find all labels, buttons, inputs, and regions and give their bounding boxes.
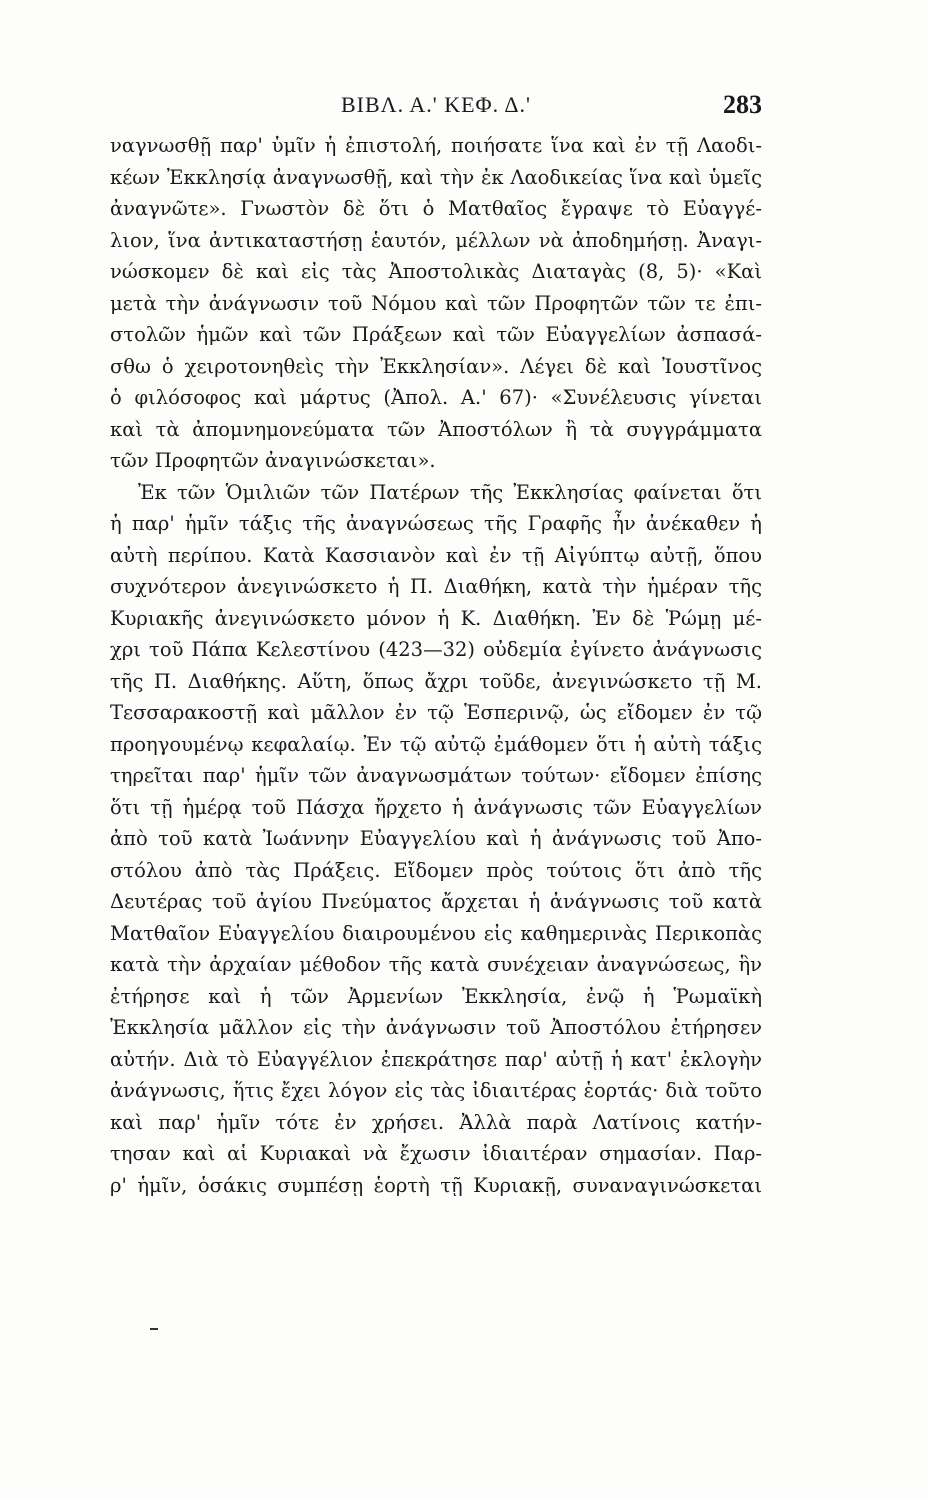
text-line: χρι τοῦ Πάπα Κελεστίνου (423—32) οὐδεμία ἐγίνετο ἀνάγνωσις [110, 638, 762, 661]
text-line: Ἐκκλησία μᾶλλον εἰς τὴν ἀνάγνωσιν τοῦ Ἀποστόλου ἐτήρησεν [110, 1016, 762, 1039]
text-line: τηρεῖται παρ' ἡμῖν τῶν ἀναγνωσμάτων τούτων· εἴδομεν ἐπίσης [110, 764, 762, 787]
text-line: στόλου ἀπὸ τὰς Πράξεις. Εἴδομεν πρὸς τούτοις ὅτι ἀπὸ τῆς [110, 858, 762, 882]
print-mark [150, 1328, 158, 1330]
text-line: καὶ τὰ ἀπομνημονεύματα τῶν Ἀποστόλων ἢ τὰ συγγράμματα [110, 417, 762, 441]
text-line: μετὰ τὴν ἀνάγνωσιν τοῦ Νόμου καὶ τῶν Προφητῶν τῶν τε ἐπι- [110, 291, 762, 315]
text-line: ἀπὸ τοῦ κατὰ Ἰωάννην Εὐαγγελίου καὶ ἡ ἀνάγνωσις τοῦ Ἀπο- [110, 827, 762, 850]
text-line: λιον, ἵνα ἀντικαταστήσῃ ἑαυτόν, μέλλων νὰ ἀποδημήσῃ. Ἀναγι- [110, 228, 762, 252]
text-line: συχνότερον ἀνεγινώσκετο ἡ Π. Διαθήκη, κατὰ τὴν ἡμέραν τῆς [110, 575, 762, 598]
text-line: κατὰ τὴν ἀρχαίαν μέθοδον τῆς κατὰ συνέχειαν ἀναγνώσεως, ἣν [110, 953, 762, 976]
running-head [110, 92, 762, 126]
text-line: σθω ὁ χειροτονηθεὶς τὴν Ἐκκλησίαν». Λέγει δὲ καὶ Ἰουστῖνος [110, 354, 762, 378]
text-line: στολῶν ἡμῶν καὶ τῶν Πράξεων καὶ τῶν Εὐαγγελίων ἀσπασά- [110, 323, 762, 346]
text-line: ὁ φιλόσοφος καὶ μάρτυς (Ἀπολ. Α.' 67)· «Συνέλευσις γίνεται [110, 386, 762, 409]
text-line: αὐτήν. Διὰ τὸ Εὐαγγέλιον ἐπεκράτησε παρ' αὐτῇ ἡ κατ' ἐκλογὴν [110, 1047, 762, 1071]
text-line: Κυριακῆς ἀνεγινώσκετο μόνον ἡ Κ. Διαθήκη. Ἐν δὲ Ῥώμῃ μέ- [110, 606, 762, 630]
text-line: καὶ παρ' ἡμῖν τότε ἐν χρήσει. Ἀλλὰ παρὰ Λατίνοις κατήν- [110, 1110, 762, 1134]
text-line: ἐτήρησε καὶ ἡ τῶν Ἀρμενίων Ἐκκλησία, ἐνῷ ἡ Ῥωμαϊκὴ [110, 984, 762, 1008]
text-line: ἡ παρ' ἡμῖν τάξις τῆς ἀναγνώσεως τῆς Γραφῆς ἦν ἀνέκαθεν ἡ [110, 512, 762, 535]
text-line: ἀνάγνωσις, ἥτις ἔχει λόγον εἰς τὰς ἰδιαιτέρας ἑορτάς· διὰ τοῦτο [110, 1079, 762, 1102]
text-line: Δευτέρας τοῦ ἁγίου Πνεύματος ἄρχεται ἡ ἀνάγνωσις τοῦ κατὰ [110, 890, 762, 913]
text-line: τησαν καὶ αἱ Κυριακαὶ νὰ ἔχωσιν ἰδιαιτέραν σημασίαν. Παρ- [110, 1142, 762, 1165]
text-line: ναγνωσθῇ παρ' ὑμῖν ἡ ἐπιστολή, ποιήσατε ἵνα καὶ ἐν τῇ Λαοδι- [110, 134, 762, 157]
header-title: ΒΙΒΛ. Α.' ΚΕΦ. Δ.' [340, 92, 532, 117]
text-line: τῆς Π. Διαθήκης. Αὕτη, ὅπως ἄχρι τοῦδε, ἀνεγινώσκετο τῇ Μ. [110, 669, 762, 693]
text-line: ὅτι τῇ ἡμέρᾳ τοῦ Πάσχα ἤρχετο ἡ ἀνάγνωσις τῶν Εὐαγγελίων [110, 795, 762, 819]
text-line: προηγουμένῳ κεφαλαίῳ. Ἐν τῷ αὐτῷ ἐμάθομεν ὅτι ἡ αὐτὴ τάξις [110, 732, 762, 756]
text-line: νώσκομεν δὲ καὶ εἰς τὰς Ἀποστολικὰς Διαταγὰς (8, 5)· «Καὶ [110, 260, 762, 283]
body-text [110, 130, 762, 1233]
text-line [110, 1201, 762, 1233]
paragraph-first-line: Ἐκ τῶν Ὁμιλιῶν τῶν Πατέρων τῆς Ἐκκλησίας φαίνεται ὅτι [138, 480, 762, 504]
text-line: ἀναγνῶτε». Γνωστὸν δὲ ὅτι ὁ Ματθαῖος ἔγραψε τὸ Εὐαγγέ- [110, 197, 762, 220]
page-number: 283 [723, 90, 762, 119]
text-line: Ματθαῖον Εὐαγγελίου διαιρουμένου εἰς καθημερινὰς Περικοπὰς [110, 921, 762, 945]
text-line: ρ' ἡμῖν, ὁσάκις συμπέσῃ ἑορτὴ τῇ Κυριακῇ, συναναγινώσκεται [110, 1173, 762, 1197]
text-line: κέων Ἐκκλησίᾳ ἀναγνωσθῇ, καὶ τὴν ἐκ Λαοδικείας ἵνα καὶ ὑμεῖς [110, 165, 762, 189]
text-line: αὐτὴ περίπου. Κατὰ Κασσιανὸν καὶ ἐν τῇ Αἰγύπτῳ αὐτῇ, ὅπου [110, 543, 762, 567]
text-line: τῶν Προφητῶν ἀναγινώσκεται». [110, 449, 436, 472]
text-line: Τεσσαρακοστῇ καὶ μᾶλλον ἐν τῷ Ἑσπερινῷ, ὡς εἴδομεν ἐν τῷ [110, 701, 762, 724]
